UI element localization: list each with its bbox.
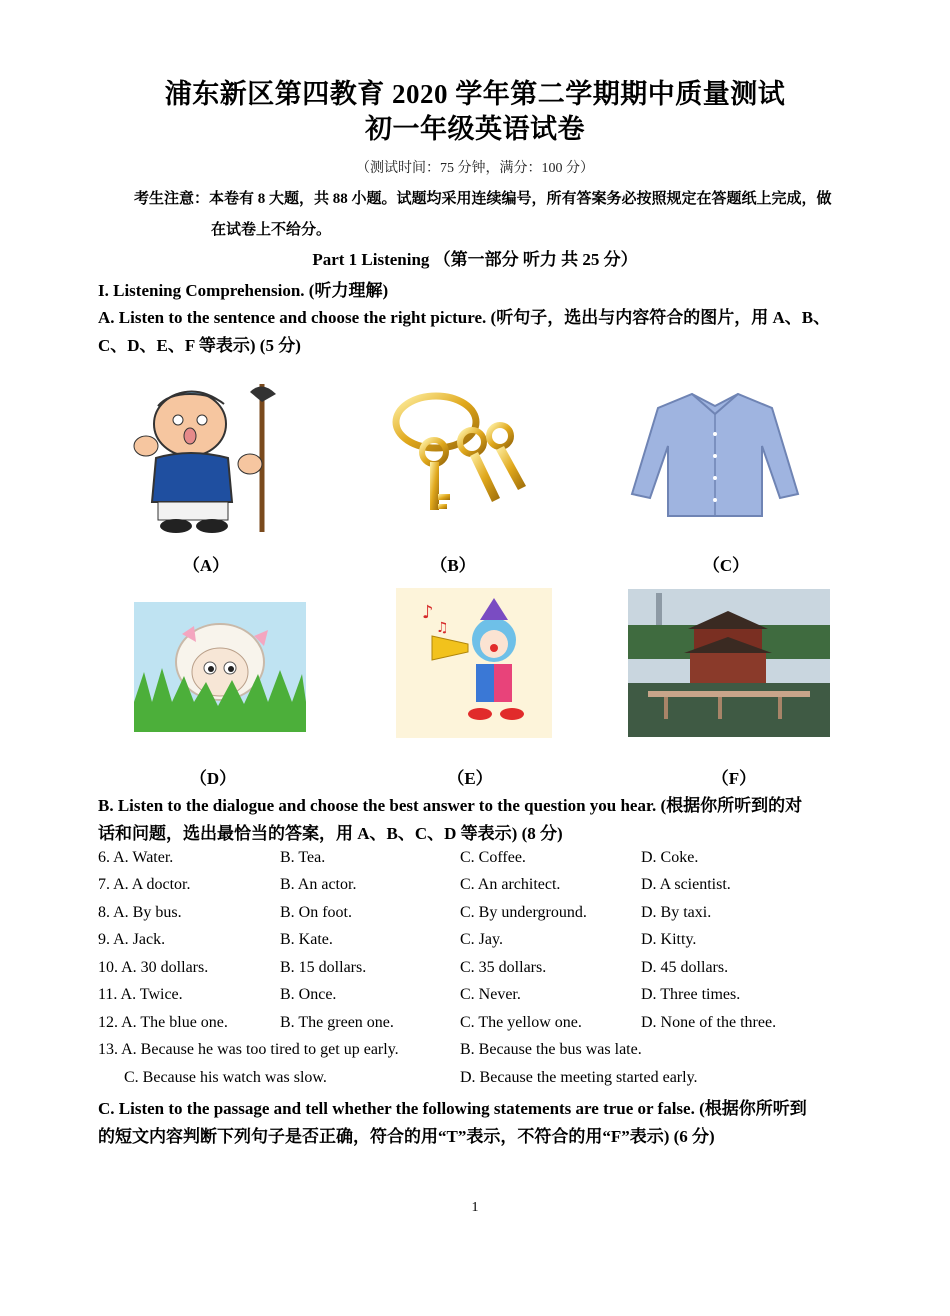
question-row-10: [98, 959, 858, 986]
option-a: 9. A. Jack.: [98, 931, 166, 948]
section-B-instructions: [98, 792, 858, 848]
question-row-12: [98, 1014, 858, 1041]
option-d: D. Because the meeting started early.: [460, 1069, 698, 1086]
option-c: C. The yellow one.: [460, 1014, 582, 1031]
option-a: 12. A. The blue one.: [98, 1014, 228, 1031]
exam-title-line1: 浦东新区第四教育 2020 学年第二学期期中质量测试: [164, 79, 786, 109]
picture-c-label: （C）: [702, 556, 750, 575]
section-C-line1: C. Listen to the passage and tell whether the following statements are true or false. (根据你所听到: [98, 1099, 807, 1118]
picture-d-sheep-cartoon: [134, 602, 306, 732]
option-d: D. Kitty.: [641, 931, 697, 948]
option-b: B. Once.: [280, 986, 337, 1003]
option-b: B. 15 dollars.: [280, 959, 367, 976]
picture-c-blue-shirt: [622, 386, 808, 522]
option-c: C. Coffee.: [460, 849, 526, 866]
section-B-line1: B. Listen to the dialogue and choose the best answer to the question you hear. (根据你所听到的对: [98, 796, 803, 815]
notice-line2: 在试卷上不给分。: [211, 222, 332, 238]
question-row-11: [98, 986, 858, 1013]
option-d: D. Coke.: [641, 849, 699, 866]
option-c: C. Because his watch was slow.: [124, 1069, 327, 1086]
question-row-7: [98, 876, 858, 903]
option-d: D. By taxi.: [641, 904, 712, 921]
section-A-line1: A. Listen to the sentence and choose the right picture. (听句子，选出与内容符合的图片，用 A、B、: [98, 308, 831, 327]
question-row-8: [98, 904, 858, 931]
picture-a-label: （A）: [182, 556, 230, 575]
option-b: B. Because the bus was late.: [460, 1041, 642, 1058]
option-a: 11. A. Twice.: [98, 986, 183, 1003]
option-b: B. Tea.: [280, 849, 326, 866]
exam-title-line2: 初一年级英语试卷: [365, 114, 585, 144]
option-b: B. Kate.: [280, 931, 333, 948]
picture-f-garden-pavilion: [628, 589, 830, 737]
section-A-instructions: [98, 304, 858, 360]
svg-text:♫: ♫: [436, 620, 449, 636]
svg-text:♪: ♪: [422, 602, 434, 623]
option-c: C. Jay.: [460, 931, 503, 948]
picture-e-clown-trumpet: [396, 588, 552, 738]
part1-heading: Part 1 Listening （第一部分 听力 共 25 分）: [312, 250, 638, 269]
time-info: （测试时间：75 分钟，满分：100 分）: [356, 161, 594, 176]
option-a: 7. A. A doctor.: [98, 876, 191, 893]
section-C-instructions: [98, 1095, 858, 1151]
option-b: B. An actor.: [280, 876, 357, 893]
option-b: B. The green one.: [280, 1014, 394, 1031]
option-d: D. A scientist.: [641, 876, 731, 893]
option-c: C. An architect.: [460, 876, 561, 893]
picture-d-label: （D）: [189, 769, 237, 788]
option-a: 10. A. 30 dollars.: [98, 959, 209, 976]
section-A-line2: C、D、E、F 等表示) (5 分): [98, 336, 301, 355]
notice-line1: 考生注意：本卷有 8 大题，共 88 小题。试题均采用连续编号，所有答案务必按照规定在答题纸上完成，做: [134, 191, 832, 207]
option-c: C. Never.: [460, 986, 521, 1003]
section-I-heading: I. Listening Comprehension. (听力理解): [98, 281, 389, 300]
section-C-line2: 的短文内容判断下列句子是否正确，符合的用“T”表示，不符合的用“F”表示) (6 分): [98, 1127, 715, 1146]
question-row-13a: [98, 1041, 858, 1068]
option-d: D. None of the three.: [641, 1014, 777, 1031]
option-a: 8. A. By bus.: [98, 904, 182, 921]
picture-b-golden-keys: [388, 386, 538, 520]
picture-b-label: （B）: [430, 556, 476, 575]
picture-e-label: （E）: [447, 769, 493, 788]
option-c: C. 35 dollars.: [460, 959, 547, 976]
question-row-6: [98, 849, 858, 876]
question-row-13b: [98, 1069, 858, 1096]
option-b: B. On foot.: [280, 904, 352, 921]
option-a: 6. A. Water.: [98, 849, 174, 866]
option-d: D. 45 dollars.: [641, 959, 729, 976]
picture-f-label: （F）: [711, 769, 757, 788]
page-number: 1: [471, 1200, 479, 1215]
picture-a-farmer-cartoon: [128, 372, 280, 540]
section-B-line2: 话和问题，选出最恰当的答案，用 A、B、C、D 等表示) (8 分): [98, 824, 563, 843]
question-row-9: [98, 931, 858, 958]
option-a: 13. A. Because he was too tired to get up early.: [98, 1041, 399, 1058]
option-c: C. By underground.: [460, 904, 587, 921]
option-d: D. Three times.: [641, 986, 741, 1003]
